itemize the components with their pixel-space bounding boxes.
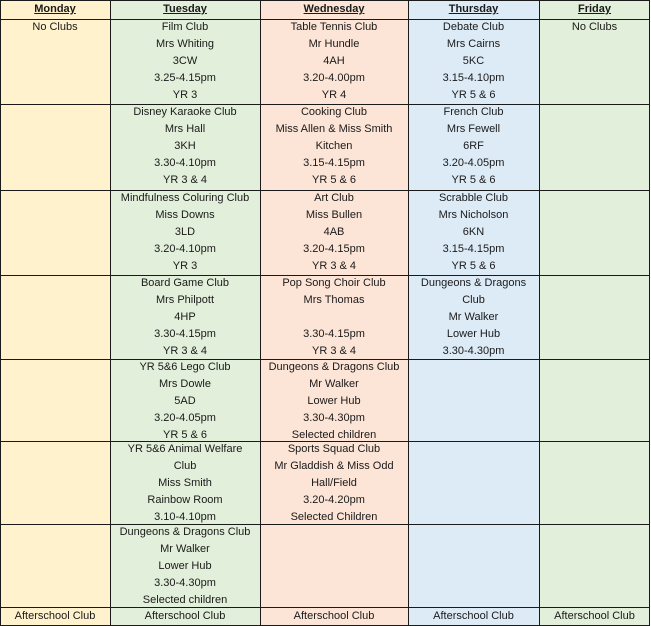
club-line: YR 3	[172, 260, 198, 272]
wednesday-club-3	[260, 190, 408, 275]
grid-hline	[0, 190, 650, 191]
header-tuesday: Tuesday	[163, 3, 207, 15]
club-line	[408, 524, 539, 541]
club-line	[408, 509, 539, 524]
club-line: 3.30-4.10pm	[154, 157, 216, 169]
club-line: Mrs Whiting	[155, 38, 215, 50]
club-line	[408, 410, 539, 427]
club-line: YR 4	[321, 89, 347, 101]
tuesday-club-4	[110, 275, 260, 359]
header-thursday: Thursday	[448, 3, 499, 15]
club-line: YR 3	[172, 89, 198, 101]
thursday-club-1	[408, 19, 539, 104]
club-line: Mrs Nicholson	[438, 209, 509, 221]
tuesday-club-3	[110, 190, 260, 275]
club-line: Rainbow Room	[147, 494, 223, 506]
tuesday-club-2	[110, 104, 260, 190]
club-line	[260, 592, 408, 607]
grid-hline	[0, 104, 650, 105]
club-line: Miss Downs	[155, 209, 215, 221]
club-line: Pop Song Choir Club	[282, 277, 386, 289]
club-line: YR 5 & 6	[162, 429, 208, 441]
club-line: 3CW	[172, 55, 198, 67]
wednesday-club-1	[260, 19, 408, 104]
wednesday-club-4	[260, 275, 408, 359]
club-line: 3.20-4.00pm	[303, 72, 365, 84]
club-line: Board Game Club	[140, 277, 230, 289]
wednesday-club-7	[260, 524, 408, 607]
club-line: 3.15-4.15pm	[442, 243, 505, 255]
club-line: Mr Hundle	[308, 38, 360, 50]
club-line: 3.20-4.15pm	[303, 243, 365, 255]
club-line: Miss Smith	[158, 477, 212, 489]
header-friday: Friday	[577, 3, 611, 15]
club-line: YR 5&6 Lego Club	[139, 361, 231, 373]
grid-vline	[649, 0, 650, 626]
club-line: 3.30-4.15pm	[303, 328, 365, 340]
monday-note: No Clubs	[32, 21, 78, 33]
club-line	[260, 309, 408, 326]
club-line: YR 3 & 4	[311, 260, 357, 272]
club-line: 3.20-4.10pm	[154, 243, 216, 255]
club-line	[408, 592, 539, 607]
club-line: 3.30-4.30pm	[154, 577, 216, 589]
thursday-club-6	[408, 441, 539, 524]
thursday-club-2	[408, 104, 539, 190]
club-line: Mrs Thomas	[303, 294, 365, 306]
club-line: Table Tennis Club	[290, 21, 378, 33]
grid-hline	[0, 359, 650, 360]
wednesday-club-5	[260, 359, 408, 441]
grid-vline	[110, 0, 111, 626]
club-line: YR 5 & 6	[311, 174, 357, 186]
club-line: Scrabble Club	[438, 192, 509, 204]
friday-note: No Clubs	[571, 21, 618, 33]
club-line: Selected children	[142, 594, 228, 606]
club-line: Dungeons & Dragons Club	[268, 361, 400, 373]
club-line	[260, 575, 408, 592]
grid-hline	[0, 607, 650, 608]
club-line: Mr Walker	[309, 378, 359, 390]
club-line: Lower Hub	[307, 395, 361, 407]
club-line	[408, 427, 539, 441]
club-line: Mr Walker	[448, 311, 499, 323]
club-line	[260, 541, 408, 558]
club-line	[408, 393, 539, 410]
club-line: 4AB	[323, 226, 345, 238]
club-line: Lower Hub	[158, 560, 212, 572]
club-line: Mr Gladdish & Miss Odd	[274, 460, 394, 472]
wednesday-club-6	[260, 441, 408, 524]
club-line	[408, 492, 539, 509]
tuesday-club-5	[110, 359, 260, 441]
club-line: Hall/Field	[311, 477, 357, 489]
club-line	[408, 376, 539, 393]
thursday-club-3	[408, 190, 539, 275]
club-line: Sports Squad Club	[287, 443, 381, 455]
club-line: YR 5 & 6	[451, 89, 496, 101]
grid-hline	[0, 0, 650, 1]
club-line: Film Club	[161, 21, 209, 33]
club-line	[260, 558, 408, 575]
club-line: Miss Allen & Miss Smith	[275, 123, 393, 135]
club-line: 3LD	[174, 226, 196, 238]
footer-wednesday: Afterschool Club	[293, 610, 375, 622]
wednesday-club-2	[260, 104, 408, 190]
club-line: YR 3 & 4	[311, 345, 357, 357]
club-line: Lower Hub	[446, 328, 501, 340]
club-line: Mrs Philpott	[155, 294, 215, 306]
club-line: 5KC	[462, 55, 485, 67]
club-line	[408, 458, 539, 475]
footer-tuesday: Afterschool Club	[144, 610, 226, 622]
footer-friday: Afterschool Club	[554, 610, 635, 622]
header-monday: Monday	[34, 3, 76, 15]
grid-vline	[539, 0, 540, 626]
club-line: 4HP	[174, 311, 196, 323]
club-line: 3.10-4.10pm	[154, 511, 216, 523]
grid-vline	[0, 0, 1, 626]
grid-hline	[0, 275, 650, 276]
club-line: 3.25-4.15pm	[154, 72, 216, 84]
club-line	[408, 575, 539, 592]
club-line: YR 5 & 6	[451, 260, 496, 272]
monday-column	[0, 0, 110, 626]
grid-hline	[0, 524, 650, 525]
club-line: YR 3 & 4	[162, 345, 208, 357]
club-line: Mrs Dowle	[159, 378, 211, 390]
club-line: 3.30-4.30pm	[442, 345, 505, 357]
tuesday-club-1	[110, 19, 260, 104]
header-wednesday: Wednesday	[303, 3, 365, 15]
grid-vline	[408, 0, 409, 626]
tuesday-club-6	[110, 441, 260, 524]
club-line: 3.20-4.05pm	[442, 157, 505, 169]
club-line: Selected Children	[290, 511, 378, 523]
club-line: 3.15-4.10pm	[442, 72, 505, 84]
club-line	[260, 524, 408, 541]
grid-hline	[0, 441, 650, 442]
club-line: Mrs Cairns	[446, 38, 501, 50]
club-line: Mr Walker	[160, 543, 210, 555]
club-line: Mrs Fewell	[446, 123, 501, 135]
club-line: 5AD	[174, 395, 196, 407]
thursday-club-5	[408, 359, 539, 441]
club-line: YR 5 & 6	[451, 174, 496, 186]
club-line: 3.15-4.15pm	[303, 157, 365, 169]
club-line: Club	[173, 460, 197, 472]
club-line: 3.30-4.15pm	[154, 328, 216, 340]
friday-column	[539, 0, 650, 626]
club-line: YR 3 & 4	[162, 174, 208, 186]
club-line: Selected children	[291, 429, 377, 441]
club-line: 6KN	[462, 226, 485, 238]
thursday-club-4	[408, 275, 539, 359]
club-line: 3.20-4.05pm	[154, 412, 216, 424]
club-line: 3.20-4.20pm	[303, 494, 365, 506]
club-line: Club	[462, 294, 485, 306]
grid-vline	[260, 0, 261, 626]
grid-hline	[0, 19, 650, 20]
club-line: Cooking Club	[300, 106, 368, 118]
club-line: Debate Club	[442, 21, 505, 33]
club-line: Mindfulness Coluring Club	[120, 192, 250, 204]
club-line	[408, 441, 539, 458]
club-line: Dungeons & Dragons	[420, 277, 527, 289]
thursday-club-7	[408, 524, 539, 607]
tuesday-club-7	[110, 524, 260, 607]
club-line: 4AH	[323, 55, 345, 67]
footer-thursday: Afterschool Club	[433, 610, 514, 622]
club-line	[408, 541, 539, 558]
club-line: 3KH	[174, 140, 196, 152]
club-line: Kitchen	[315, 140, 353, 152]
club-line: 3.30-4.30pm	[303, 412, 365, 424]
club-line: YR 5&6 Animal Welfare	[127, 443, 243, 455]
club-line: Dungeons & Dragons Club	[119, 526, 251, 538]
club-line: French Club	[443, 106, 504, 118]
club-line	[408, 558, 539, 575]
club-line: Art Club	[314, 192, 354, 204]
club-line: 6RF	[463, 140, 484, 152]
club-line	[408, 359, 539, 376]
club-line: Miss Bullen	[305, 209, 363, 221]
club-line: Disney Karaoke Club	[133, 106, 237, 118]
club-line: Mrs Hall	[164, 123, 206, 135]
footer-monday: Afterschool Club	[14, 610, 96, 622]
club-line	[408, 475, 539, 492]
